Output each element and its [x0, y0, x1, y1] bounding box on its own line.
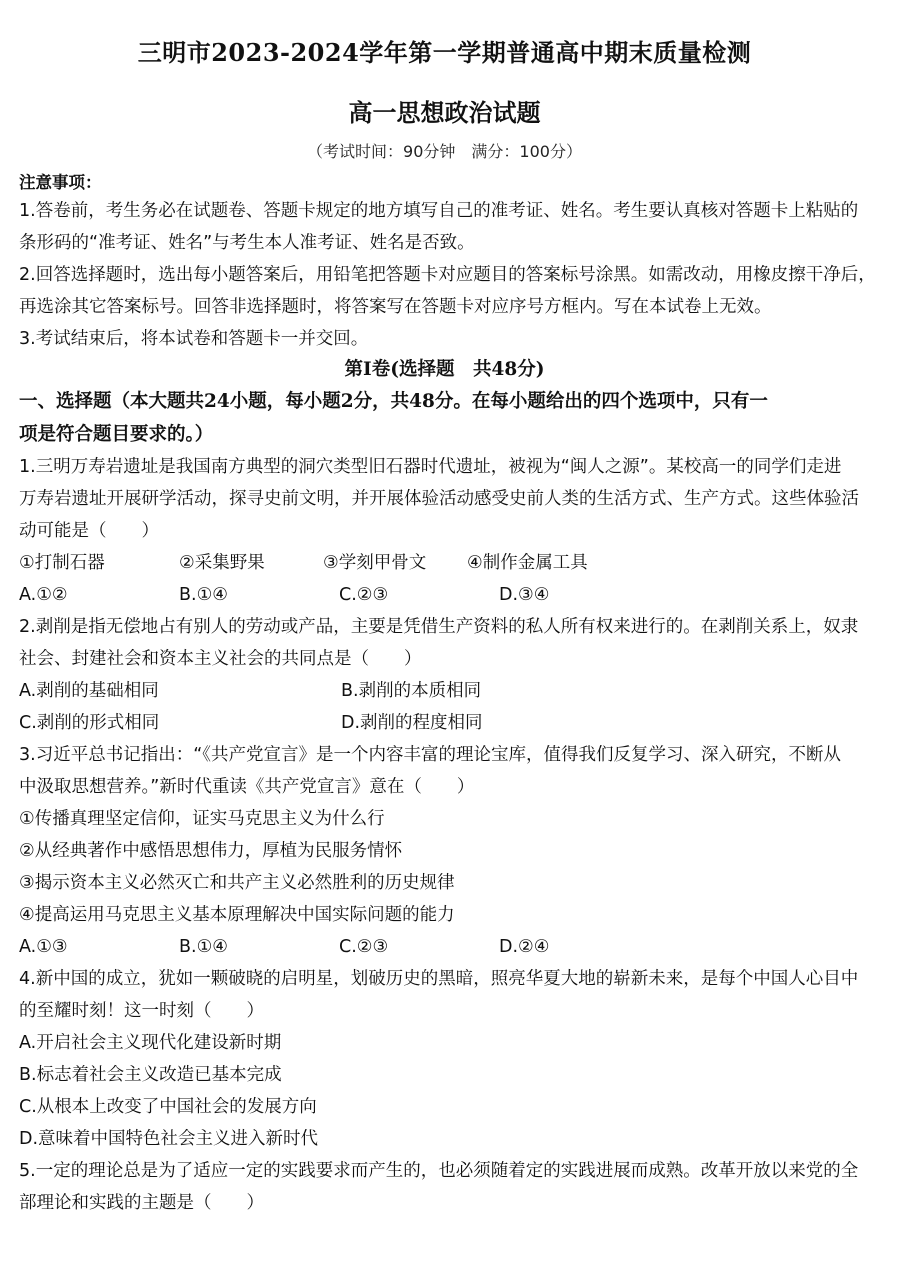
question-stem: 2.剥削是指无偿地占有别人的劳动或产品，主要是凭借生产资料的私人所有权来进行的。在剥削关系上，奴隶: [19, 617, 859, 637]
question-1: [19, 451, 870, 611]
question-stem: 1.三明万寿岩遗址是我国南方典型的洞穴类型旧石器时代遗址，被视为“闽人之源”。某校高一的同学们走进: [19, 457, 842, 477]
statement: ②采集野果: [179, 553, 265, 573]
option: C.②③: [339, 585, 389, 605]
notice-heading: 注意事项：: [19, 173, 102, 192]
question-stem: 动可能是（ ）: [19, 521, 159, 541]
question-stem: 的至耀时刻！这一时刻（ ）: [19, 1001, 264, 1021]
option: C.剥削的形式相同: [19, 713, 160, 733]
question-stem: 5.一定的理论总是为了适应一定的实践要求而产生的，也必须随着定的实践进展而成熟。改革开放以来党的全: [19, 1161, 859, 1181]
statement: ④制作金属工具: [467, 553, 588, 573]
exam-time-score: （考试时间：90分钟 满分：100分）: [307, 142, 582, 161]
notice-line: 1.答卷前，考生务必在试题卷、答题卡规定的地方填写自己的准考证、姓名。考生要认真核对答题卡上粘贴的: [19, 201, 859, 221]
question-stem: 中汲取思想营养。”新时代重读《共产党宣言》意在（ ）: [19, 777, 475, 797]
statement: ③学刻甲骨文: [323, 553, 427, 573]
question-stem: 4.新中国的成立，犹如一颗破晓的启明星，划破历史的黑暗，照亮华夏大地的崭新未来，是每个中国人心目中: [19, 969, 859, 989]
question-3: [19, 739, 870, 963]
question-5: [19, 1155, 870, 1219]
option: A.①②: [19, 585, 68, 605]
question-stem: 社会、封建社会和资本主义社会的共同点是（ ）: [19, 649, 422, 669]
statement: ①打制石器: [19, 553, 105, 573]
option: B.①④: [179, 937, 228, 957]
notice-list: [19, 195, 876, 355]
question-stem: 万寿岩遗址开展研学活动，探寻史前文明，并开展体验活动感受史前人类的生活方式、生产方式。这些体验活: [19, 489, 859, 509]
exam-title: 三明市2023-2024学年第一学期普通高中期末质量检测: [137, 38, 752, 67]
statement: ②从经典著作中感悟思想伟力，厚植为民服务情怀: [19, 841, 403, 861]
option-row: [19, 579, 870, 611]
statement-row: [19, 547, 870, 579]
option: D.③④: [499, 585, 550, 605]
option: D.意味着中国特色社会主义进入新时代: [19, 1129, 319, 1149]
notice-line: 2.回答选择题时，选出每小题答案后，用铅笔把答题卡对应题目的答案标号涂黑。如需改动，用橡皮擦干净后，: [19, 265, 876, 285]
part-heading: 项是符合题目要求的。）: [19, 424, 214, 445]
notice-line: 3.考试结束后，将本试卷和答题卡一并交回。: [19, 329, 369, 349]
option: B.标志着社会主义改造已基本完成: [19, 1065, 282, 1085]
question-4: [19, 963, 870, 1155]
option-row: [19, 931, 870, 963]
option: B.剥削的本质相同: [341, 681, 482, 701]
notice-line: 条形码的“准考证、姓名”与考生本人准考证、姓名是否致。: [19, 233, 475, 253]
option: D.剥削的程度相同: [341, 713, 483, 733]
question-2: [19, 611, 870, 739]
option-row: [19, 675, 870, 707]
option: C.从根本上改变了中国社会的发展方向: [19, 1097, 317, 1117]
section-title: 第Ⅰ卷(选择题 共48分): [344, 359, 545, 380]
option: D.②④: [499, 937, 550, 957]
notice-line: 再选涂其它答案标号。回答非选择题时，将答案写在答题卡对应序号方框内。写在本试卷上无效。: [19, 297, 772, 317]
question-stem: 3.习近平总书记指出：“《共产党宣言》是一个内容丰富的理论宝库，值得我们反复学习、深入研究，不断从: [19, 745, 842, 765]
statement: ①传播真理坚定信仰，证实马克思主义为什么行: [19, 809, 385, 829]
option: A.剥削的基础相同: [19, 681, 159, 701]
statement: ③揭示资本主义必然灭亡和共产主义必然胜利的历史规律: [19, 873, 455, 893]
question-stem: 部理论和实践的主题是（ ）: [19, 1193, 264, 1213]
option: C.②③: [339, 937, 389, 957]
option: A.①③: [19, 937, 68, 957]
option-row: [19, 707, 870, 739]
statement: ④提高运用马克思主义基本原理解决中国实际问题的能力: [19, 905, 455, 925]
option: B.①④: [179, 585, 228, 605]
part-heading: 一、选择题（本大题共24小题，每小题2分，共48分。在每小题给出的四个选项中，只有一: [19, 391, 768, 412]
exam-subtitle: 高一思想政治试题: [348, 98, 541, 127]
option: A.开启社会主义现代化建设新时期: [19, 1033, 282, 1053]
